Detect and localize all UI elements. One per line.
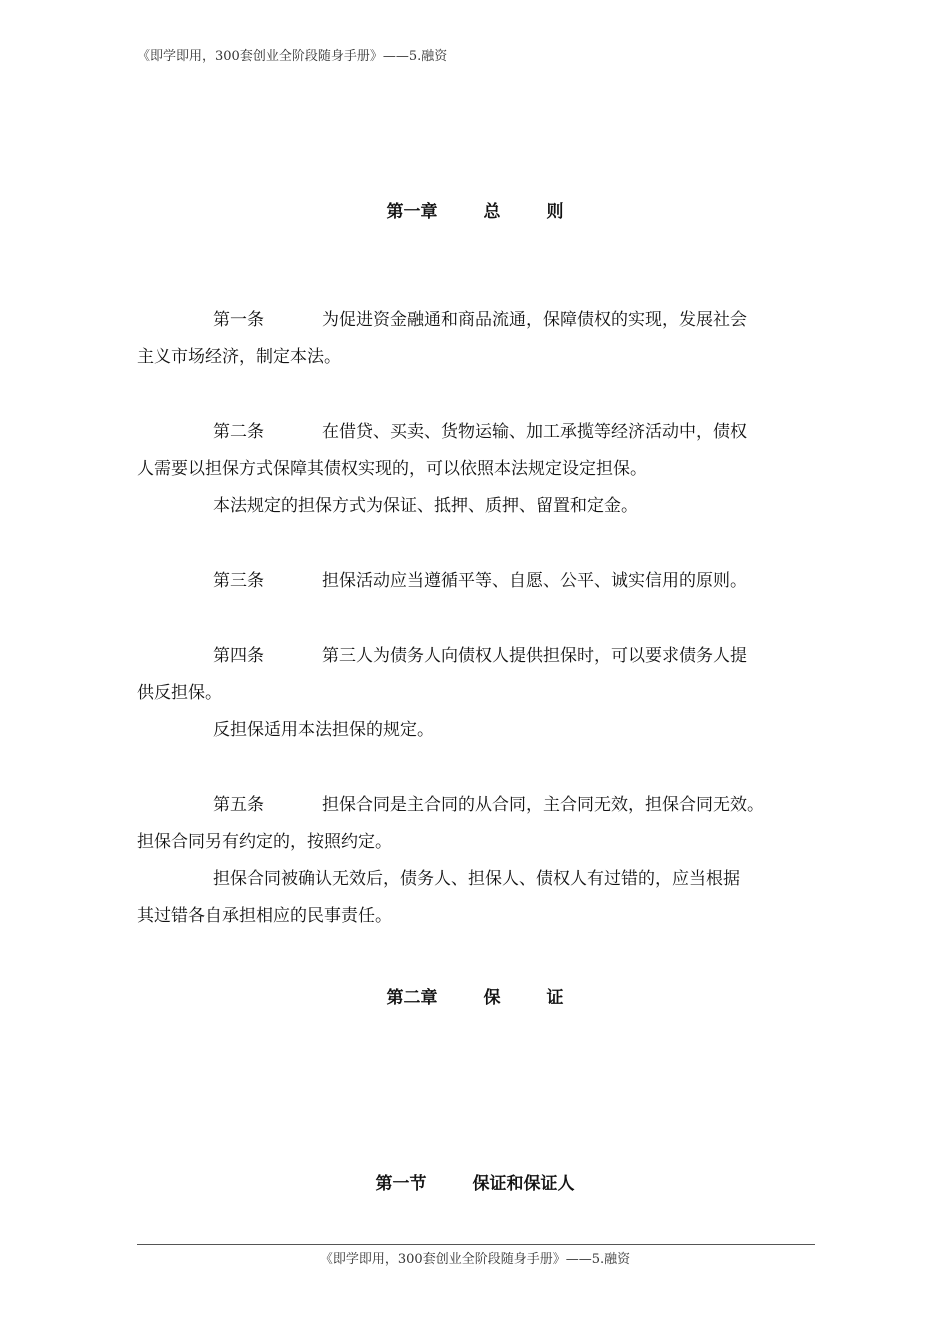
article-5-extra-cont: 其过错各自承担相应的民事责任。 (137, 906, 392, 926)
chapter-1-heading (0, 197, 950, 222)
article-5-number: 第五条 (213, 795, 264, 815)
article-1 (137, 302, 817, 376)
chapter-2-heading (0, 983, 950, 1008)
footer-divider (137, 1244, 815, 1245)
section-1-title: 保证和保证人 (472, 1174, 575, 1194)
article-1-text: 为促进资金融通和商品流通，保障债权的实现，发展社会 (322, 310, 747, 330)
chapter-1-title-b: 则 (546, 202, 564, 222)
article-5 (137, 787, 817, 935)
chapter-1-label: 第一章 (386, 202, 438, 222)
chapter-2-title-a: 保 (483, 988, 501, 1008)
article-2-extra: 本法规定的担保方式为保证、抵押、质押、留置和定金。 (213, 496, 638, 516)
article-5-extra: 担保合同被确认无效后，债务人、担保人、债权人有过错的，应当根据 (213, 869, 740, 889)
article-1-text-cont: 主义市场经济，制定本法。 (137, 347, 341, 367)
article-4-text: 第三人为债务人向债权人提供担保时，可以要求债务人提 (322, 646, 747, 666)
article-2 (137, 414, 817, 525)
chapter-1-title-a: 总 (483, 202, 501, 222)
article-2-number: 第二条 (213, 422, 264, 442)
article-2-text: 在借贷、买卖、货物运输、加工承揽等经济活动中，债权 (322, 422, 747, 442)
article-4-text-cont: 供反担保。 (137, 683, 222, 703)
chapter-2-label: 第二章 (386, 988, 438, 1008)
section-1-label: 第一节 (375, 1174, 427, 1194)
page-footer: 《即学即用，300套创业全阶段随身手册》——5.融资 (319, 1252, 631, 1267)
page-header: 《即学即用，300套创业全阶段随身手册》——5.融资 (137, 49, 448, 64)
article-5-text: 担保合同是主合同的从合同，主合同无效，担保合同无效。 (322, 795, 764, 815)
article-4-extra: 反担保适用本法担保的规定。 (213, 720, 434, 740)
article-4 (137, 638, 817, 749)
article-3 (137, 563, 817, 600)
article-3-text: 担保活动应当遵循平等、自愿、公平、诚实信用的原则。 (322, 571, 747, 591)
article-5-text-cont: 担保合同另有约定的，按照约定。 (137, 832, 392, 852)
article-4-number: 第四条 (213, 646, 264, 666)
article-3-number: 第三条 (213, 571, 264, 591)
article-2-text-cont: 人需要以担保方式保障其债权实现的，可以依照本法规定设定担保。 (137, 459, 647, 479)
article-1-number: 第一条 (213, 310, 264, 330)
chapter-2-title-b: 证 (546, 988, 564, 1008)
section-1-heading (0, 1169, 950, 1194)
